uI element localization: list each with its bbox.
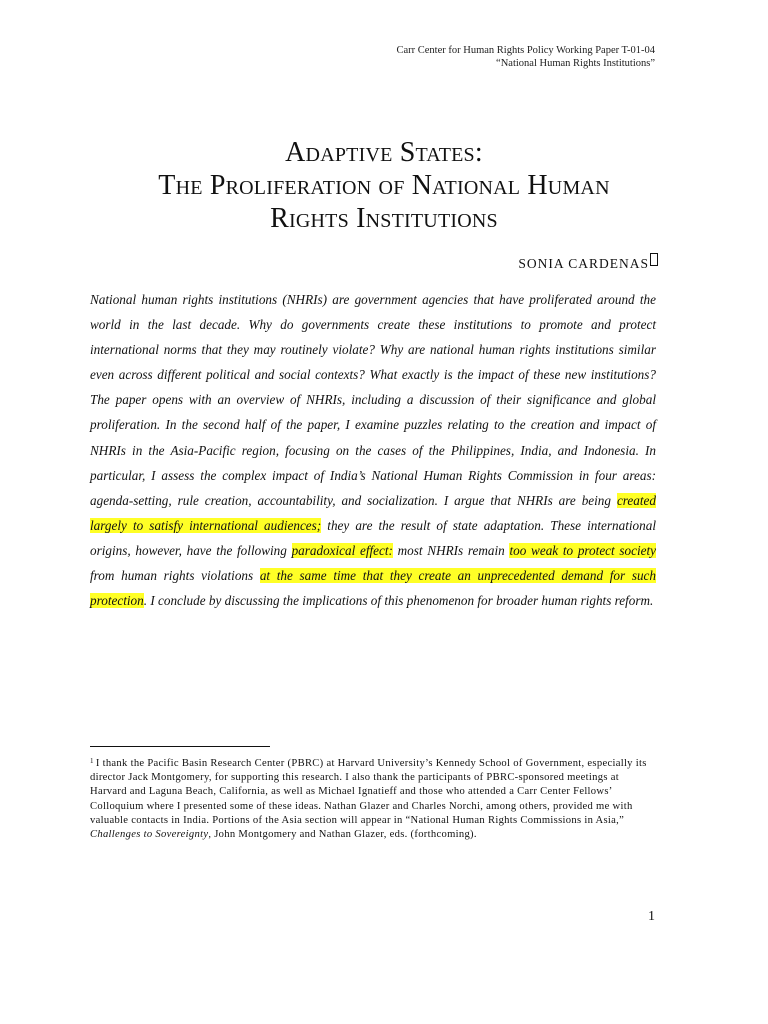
- title-line-3: Rights Institutions: [270, 203, 498, 234]
- footnote-text: I thank the Pacific Basin Research Center (PBRC) at Harvard University’s Kennedy School of Government, especially its director Jack Montgomery, for supporting this research. I also thank the participants of PBRC-sponsored meetings at Harvard and Laguna Beach, California, as well as Michael Ignatieff and those who attended a Carr Center Fellows’ Colloquium where I presented some of these ideas. Nathan Glazer and Charles Norchi, among others, provided me with valuable contacts in India. Portions of the Asia section will appear in “National Human Rights Commissions in Asia,”: [90, 758, 647, 826]
- abstract-text: National human rights institutions (NHRIs) are government agencies that have proliferated around the world in the last decade. Why do governments create these institutions to promote and protect international norms that they may routinely violate? Why are national human rights institutions similar even across different political and social contexts? What exactly is the impact of these new institutions? The paper opens with an overview of NHRIs, including a discussion of their significance and global proliferation. In the second half of the paper, I examine puzzles relating to the creation and impact of NHRIs in the Asia-Pacific region, focusing on the cases of the Philippines, India, and Indonesia. In particular, I assess the complex impact of India’s National Human Rights Commission in four areas: agenda-setting, rule creation, accountability, and socialization. I argue that NHRIs are being: [90, 292, 656, 508]
- paper-title: [84, 136, 684, 235]
- abstract-text: . I conclude by discussing the implications of this phenomenon for broader human rights reform.: [143, 593, 654, 609]
- footnote-marker-box-icon: [650, 253, 658, 266]
- author-name: SONIA CARDENAS: [518, 256, 649, 271]
- footnote-book-title: Challenges to Sovereignty: [90, 829, 209, 841]
- abstract-paragraph: [90, 287, 656, 613]
- title-line-2: The Proliferation of National Human: [158, 170, 610, 201]
- author-line: [518, 253, 658, 272]
- highlight-too-weak: too weak to protect society: [509, 542, 657, 558]
- title-line-1: Adaptive States:: [285, 137, 483, 168]
- footnote: [90, 754, 656, 842]
- page-number: 1: [648, 909, 655, 924]
- highlight-paradoxical-effect: paradoxical effect:: [291, 542, 393, 558]
- abstract-text: most NHRIs remain: [392, 542, 510, 558]
- footnote-number: 1: [90, 757, 94, 765]
- abstract-text: they are the result of state adaptation. These international origins, however, have the following: [90, 517, 656, 558]
- footnote-divider: [90, 746, 270, 747]
- highlight-international-audiences: created largely to satisfy international audiences;: [90, 492, 656, 533]
- running-header: [396, 44, 655, 70]
- footnote-text: , John Montgomery and Nathan Glazer, eds. (forthcoming).: [208, 829, 477, 841]
- abstract-text: from human rights violations: [90, 568, 260, 584]
- header-line-series: Carr Center for Human Rights Policy Working Paper T-01-04: [396, 45, 655, 56]
- highlight-unprecedented-demand: at the same time that they create an unprecedented demand for such protection: [90, 568, 656, 609]
- header-line-title: “National Human Rights Institutions”: [496, 58, 655, 69]
